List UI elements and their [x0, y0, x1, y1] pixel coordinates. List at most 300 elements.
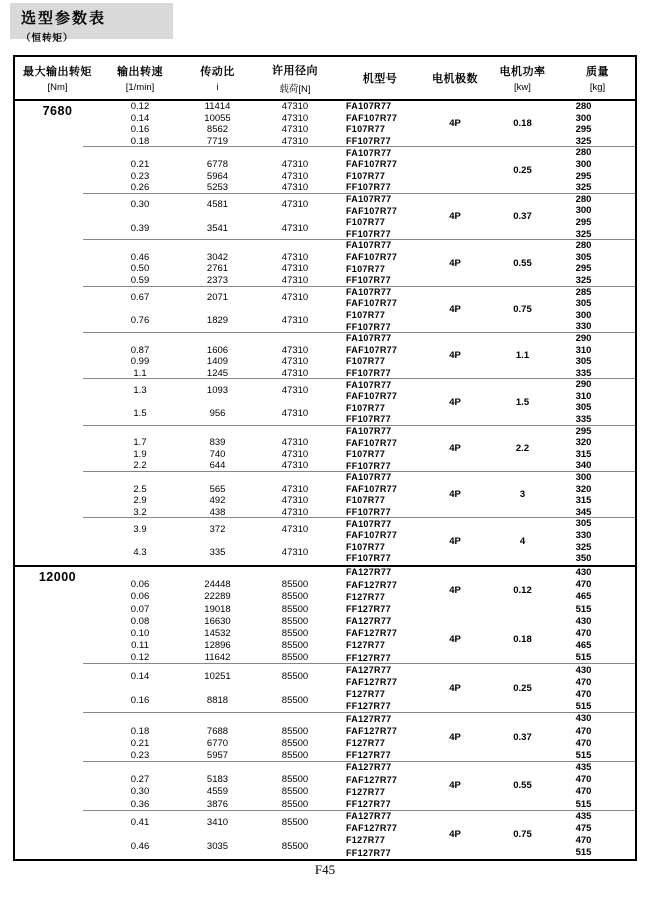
model-cell: FAF107R77 — [346, 391, 398, 402]
speed-cell: 0.16 — [130, 124, 150, 136]
model-cell: FAF127R77 — [346, 579, 398, 590]
power-cell: 0.18 — [513, 118, 532, 130]
header-label: 许用径向 — [272, 64, 318, 77]
weight-cell: 430 — [575, 567, 592, 579]
speed-cell — [100, 373, 180, 385]
load-cell — [255, 333, 335, 345]
speed-cell — [100, 397, 180, 409]
weight-cell: 470 — [575, 628, 592, 640]
speed-cell: 0.59 — [130, 274, 150, 286]
ratio-cell: 2071 — [206, 292, 229, 304]
poles-cell: 4P — [449, 634, 461, 646]
model-cell: FA107R77 — [346, 472, 392, 483]
ratio-cell: 644 — [209, 460, 226, 472]
model-cell: FA127R77 — [346, 616, 392, 627]
ratio-cell — [180, 373, 255, 385]
load-cell: 47310 — [281, 483, 309, 495]
weight-cell: 285 — [575, 286, 592, 298]
power-group — [15, 567, 635, 616]
model-cell: F107R77 — [346, 495, 386, 506]
load-cell: 47310 — [281, 385, 309, 397]
speed-cell: 0.27 — [130, 774, 150, 786]
ratio-cell: 335 — [209, 547, 226, 559]
header-ratio — [180, 57, 255, 99]
speed-cell: 2.9 — [133, 495, 147, 507]
model-cell: FAF127R77 — [346, 823, 398, 834]
load-cell — [255, 472, 335, 484]
header-weight — [560, 57, 635, 99]
ratio-cell — [180, 426, 255, 438]
load-cell — [255, 658, 335, 670]
ratio-cell: 19018 — [204, 603, 231, 615]
ratio-cell: 3035 — [206, 841, 229, 853]
speed-cell — [100, 513, 180, 525]
ratio-cell: 5957 — [206, 749, 229, 761]
load-cell: 47310 — [281, 408, 309, 420]
speed-cell — [100, 147, 180, 159]
poles-cell: 4P — [449, 443, 461, 455]
model-cell: F127R77 — [346, 835, 386, 846]
speed-cell: 0.16 — [130, 695, 150, 707]
power-group — [15, 664, 635, 713]
model-cell: FAF107R77 — [346, 298, 398, 309]
ratio-cell: 11642 — [204, 652, 231, 664]
load-cell: 47310 — [281, 182, 309, 194]
load-cell: 47310 — [281, 367, 309, 379]
load-cell — [255, 536, 335, 548]
weight-cell: 515 — [575, 603, 592, 615]
ratio-cell — [180, 762, 255, 774]
speed-cell: 1.7 — [133, 437, 147, 449]
header-output-speed — [100, 57, 180, 99]
ratio-cell — [180, 683, 255, 695]
model-cell: F107R77 — [346, 263, 386, 274]
weight-cell: 325 — [575, 541, 592, 553]
weight-cell: 515 — [575, 652, 592, 664]
power-group — [15, 426, 635, 472]
weight-cell: 290 — [575, 332, 592, 344]
poles-cell: 4P — [449, 780, 461, 792]
speed-cell: 0.41 — [130, 816, 150, 828]
header-motor-power — [485, 57, 560, 99]
model-cell: FA107R77 — [346, 101, 392, 112]
model-cell: FAF107R77 — [346, 205, 398, 216]
weight-cell: 280 — [575, 193, 592, 205]
speed-cell: 3.9 — [133, 524, 147, 536]
speed-cell: 4.3 — [133, 547, 147, 559]
model-cell: FF127R77 — [346, 847, 391, 858]
speed-cell: 0.36 — [130, 798, 150, 810]
load-cell: 47310 — [281, 274, 309, 286]
power-group — [15, 240, 635, 286]
ratio-cell: 839 — [209, 437, 226, 449]
header-max-output-torque — [15, 57, 100, 99]
load-cell — [255, 147, 335, 159]
speed-cell — [100, 713, 180, 725]
power-group — [15, 287, 635, 333]
load-cell: 85500 — [281, 841, 309, 853]
ratio-cell: 2373 — [206, 274, 229, 286]
power-group — [15, 194, 635, 240]
speed-cell — [100, 188, 180, 200]
ratio-cell: 7719 — [206, 135, 229, 147]
power-group — [15, 472, 635, 518]
weight-cell: 335 — [575, 414, 592, 426]
load-cell: 85500 — [281, 640, 309, 652]
header-unit: [kg] — [589, 82, 606, 93]
header-label: 机型号 — [362, 73, 398, 85]
speed-cell: 0.23 — [130, 749, 150, 761]
load-cell: 85500 — [281, 695, 309, 707]
model-cell: F107R77 — [346, 170, 386, 181]
weight-cell: 320 — [575, 437, 592, 449]
load-cell: 85500 — [281, 737, 309, 749]
ratio-cell: 12896 — [204, 640, 231, 652]
header-label: 传动比 — [200, 66, 235, 78]
load-cell: 47310 — [281, 251, 309, 263]
ratio-cell: 16630 — [204, 615, 231, 627]
weight-cell: 290 — [575, 379, 592, 391]
weight-cell: 470 — [575, 725, 592, 737]
model-cell: F107R77 — [346, 449, 386, 460]
model-cell: FA127R77 — [346, 811, 392, 822]
load-cell: 47310 — [281, 547, 309, 559]
weight-cell: 315 — [575, 448, 592, 460]
header-label: 质量 — [586, 66, 609, 78]
speed-cell: 0.50 — [130, 263, 150, 275]
weight-cell: 330 — [575, 321, 592, 333]
speed-cell: 0.67 — [130, 292, 150, 304]
model-cell: FAF107R77 — [346, 483, 398, 494]
ratio-cell — [180, 472, 255, 484]
speed-cell — [100, 240, 180, 252]
ratio-cell: 24448 — [204, 579, 231, 591]
speed-cell: 2.2 — [133, 460, 147, 472]
load-cell — [255, 240, 335, 252]
model-cell: FAF107R77 — [346, 530, 398, 541]
model-cell: FA107R77 — [346, 194, 392, 205]
speed-cell — [100, 333, 180, 345]
weight-cell: 435 — [575, 810, 592, 822]
load-cell: 47310 — [281, 448, 309, 460]
model-cell: FF107R77 — [346, 136, 391, 147]
weight-cell: 435 — [575, 762, 592, 774]
model-cell: FF107R77 — [346, 182, 391, 193]
ratio-cell — [180, 829, 255, 841]
model-cell: FF107R77 — [346, 507, 391, 518]
load-cell — [255, 513, 335, 525]
load-cell — [255, 713, 335, 725]
weight-cell: 515 — [575, 749, 592, 761]
speed-cell: 1.3 — [133, 385, 147, 397]
load-cell: 85500 — [281, 774, 309, 786]
ratio-cell: 740 — [209, 448, 226, 460]
load-cell: 85500 — [281, 725, 309, 737]
header-unit: [kw] — [514, 82, 531, 93]
ratio-cell: 8818 — [206, 695, 229, 707]
ratio-cell — [180, 211, 255, 223]
ratio-cell: 565 — [209, 483, 226, 495]
torque-section — [15, 101, 635, 565]
load-cell: 85500 — [281, 628, 309, 640]
load-cell: 47310 — [281, 199, 309, 211]
weight-cell: 475 — [575, 823, 592, 835]
power-cell: 0.25 — [513, 164, 532, 176]
speed-cell — [100, 536, 180, 548]
speed-cell: 0.99 — [130, 356, 150, 368]
speed-cell: 0.14 — [130, 670, 150, 682]
load-cell: 47310 — [281, 124, 309, 136]
speed-cell — [100, 426, 180, 438]
ratio-cell: 4559 — [206, 786, 229, 798]
ratio-cell: 10055 — [204, 112, 231, 124]
load-cell: 85500 — [281, 603, 309, 615]
ratio-cell: 22289 — [204, 591, 231, 603]
speed-cell: 0.21 — [130, 737, 150, 749]
header-unit: 载荷[N] — [279, 83, 311, 95]
model-cell: FAF107R77 — [346, 252, 398, 263]
speed-cell: 0.06 — [130, 579, 150, 591]
speed-cell: 0.26 — [130, 182, 150, 194]
weight-cell: 295 — [575, 425, 592, 437]
speed-cell: 0.39 — [130, 222, 150, 234]
model-cell: FF107R77 — [346, 414, 391, 425]
speed-cell — [100, 683, 180, 695]
load-cell — [255, 304, 335, 316]
model-cell: FF107R77 — [346, 228, 391, 239]
weight-cell: 350 — [575, 553, 592, 565]
load-cell — [255, 397, 335, 409]
header-unit: i — [216, 82, 219, 93]
ratio-cell — [180, 240, 255, 252]
speed-cell: 1.1 — [133, 367, 147, 379]
ratio-cell: 3876 — [206, 798, 229, 810]
weight-cell: 515 — [575, 847, 592, 859]
load-cell: 47310 — [281, 460, 309, 472]
model-cell: FAF107R77 — [346, 112, 398, 123]
ratio-cell: 4581 — [206, 199, 229, 211]
weight-cell: 465 — [575, 591, 592, 603]
power-group — [15, 101, 635, 147]
ratio-cell: 6778 — [206, 159, 229, 171]
model-cell: FF107R77 — [346, 367, 391, 378]
ratio-cell: 1829 — [206, 315, 229, 327]
speed-cell: 0.14 — [130, 112, 150, 124]
ratio-cell: 492 — [209, 495, 226, 507]
poles-cell: 4P — [449, 350, 461, 362]
ratio-cell — [180, 567, 255, 579]
load-cell — [255, 762, 335, 774]
weight-cell: 325 — [575, 182, 592, 194]
poles-cell: 4P — [449, 118, 461, 130]
speed-cell: 0.10 — [130, 628, 150, 640]
header-label: 电机极数 — [432, 73, 478, 85]
speed-cell — [100, 658, 180, 670]
weight-cell: 345 — [575, 506, 592, 518]
load-cell: 47310 — [281, 356, 309, 368]
ratio-cell — [180, 188, 255, 200]
speed-cell: 0.18 — [130, 135, 150, 147]
load-cell: 47310 — [281, 495, 309, 507]
weight-cell: 465 — [575, 640, 592, 652]
weight-cell: 310 — [575, 344, 592, 356]
weight-cell: 305 — [575, 518, 592, 530]
weight-cell: 470 — [575, 688, 592, 700]
weight-cell: 470 — [575, 835, 592, 847]
ratio-cell: 438 — [209, 506, 226, 518]
weight-cell: 340 — [575, 460, 592, 472]
speed-cell: 0.23 — [130, 170, 150, 182]
weight-cell: 515 — [575, 798, 592, 810]
model-cell: F127R77 — [346, 689, 386, 700]
ratio-cell: 1606 — [206, 344, 229, 356]
power-cell: 0.75 — [513, 829, 532, 841]
weight-cell: 470 — [575, 676, 592, 688]
speed-cell — [100, 472, 180, 484]
model-cell: FA127R77 — [346, 664, 392, 675]
weight-cell: 470 — [575, 774, 592, 786]
load-cell: 47310 — [281, 112, 309, 124]
torque-section — [15, 565, 635, 860]
power-group — [15, 811, 635, 860]
speed-cell: 0.08 — [130, 615, 150, 627]
poles-cell: 4P — [449, 585, 461, 597]
speed-cell: 1.5 — [133, 408, 147, 420]
header-motor-poles — [425, 57, 485, 99]
weight-cell: 430 — [575, 615, 592, 627]
model-cell: F127R77 — [346, 786, 386, 797]
load-cell: 47310 — [281, 524, 309, 536]
model-cell: FA107R77 — [346, 333, 392, 344]
model-cell: F127R77 — [346, 737, 386, 748]
model-cell: FAF107R77 — [346, 437, 398, 448]
load-cell: 85500 — [281, 579, 309, 591]
load-cell — [255, 281, 335, 293]
model-cell: FAF107R77 — [346, 159, 398, 170]
load-cell — [255, 188, 335, 200]
power-cell: 0.37 — [513, 731, 532, 743]
weight-cell: 325 — [575, 274, 592, 286]
model-cell: FF127R77 — [346, 652, 391, 663]
ratio-cell: 2761 — [206, 263, 229, 275]
page-title: 选型参数表 — [21, 10, 107, 27]
weight-cell: 305 — [575, 402, 592, 414]
power-cell: 1.5 — [515, 396, 530, 408]
power-cell: 0.25 — [513, 682, 532, 694]
ratio-cell: 3541 — [206, 222, 229, 234]
load-cell: 47310 — [281, 222, 309, 234]
speed-cell — [100, 304, 180, 316]
model-cell: F127R77 — [346, 640, 386, 651]
model-cell: FAF127R77 — [346, 725, 398, 736]
model-cell: FF127R77 — [346, 798, 391, 809]
weight-cell: 300 — [575, 205, 592, 217]
ratio-cell: 14532 — [204, 628, 231, 640]
speed-cell: 0.46 — [130, 841, 150, 853]
load-cell: 47310 — [281, 170, 309, 182]
torque-value: 7680 — [42, 104, 73, 118]
speed-cell — [100, 281, 180, 293]
power-cell: 0.18 — [513, 634, 532, 646]
model-cell: FAF107R77 — [346, 344, 398, 355]
power-group — [15, 616, 635, 665]
model-cell: FA107R77 — [346, 286, 392, 297]
power-cell: 4 — [519, 535, 526, 547]
weight-cell: 280 — [575, 147, 592, 159]
load-cell: 85500 — [281, 786, 309, 798]
weight-cell: 305 — [575, 356, 592, 368]
speed-cell: 0.46 — [130, 251, 150, 263]
weight-cell: 295 — [575, 263, 592, 275]
weight-cell: 315 — [575, 495, 592, 507]
poles-cell: 4P — [449, 257, 461, 269]
weight-cell: 280 — [575, 240, 592, 252]
ratio-cell: 372 — [209, 524, 226, 536]
power-group — [15, 762, 635, 811]
power-cell: 0.55 — [513, 257, 532, 269]
weight-cell: 305 — [575, 298, 592, 310]
ratio-cell: 10251 — [204, 670, 231, 682]
model-cell: FA127R77 — [346, 567, 392, 578]
load-cell: 47310 — [281, 344, 309, 356]
header-unit: [Nm] — [47, 82, 68, 93]
load-cell: 85500 — [281, 816, 309, 828]
ratio-cell: 1409 — [206, 356, 229, 368]
model-cell: FA107R77 — [346, 379, 392, 390]
load-cell: 47310 — [281, 159, 309, 171]
header-label: 电机功率 — [499, 66, 546, 78]
ratio-cell — [180, 513, 255, 525]
load-cell: 85500 — [281, 670, 309, 682]
ratio-cell — [180, 147, 255, 159]
model-cell: FF127R77 — [346, 603, 391, 614]
load-cell: 47310 — [281, 506, 309, 518]
weight-cell: 470 — [575, 737, 592, 749]
ratio-cell: 11414 — [204, 101, 231, 113]
speed-cell: 3.2 — [133, 506, 147, 518]
page-number: F45 — [314, 862, 336, 877]
power-group — [15, 713, 635, 762]
speed-cell: 0.18 — [130, 725, 150, 737]
model-cell: FF107R77 — [346, 460, 391, 471]
speed-cell: 2.5 — [133, 483, 147, 495]
load-cell: 85500 — [281, 615, 309, 627]
power-cell: 0.75 — [513, 303, 532, 315]
model-cell: FF107R77 — [346, 275, 391, 286]
speed-cell: 0.76 — [130, 315, 150, 327]
power-cell: 2.2 — [515, 443, 530, 455]
model-cell: FA107R77 — [346, 240, 392, 251]
weight-cell: 295 — [575, 124, 592, 136]
model-cell: FF127R77 — [346, 750, 391, 761]
speed-cell — [100, 211, 180, 223]
model-cell: FA127R77 — [346, 713, 392, 724]
load-cell: 47310 — [281, 101, 309, 113]
ratio-cell — [180, 536, 255, 548]
speed-cell — [100, 567, 180, 579]
speed-cell — [100, 829, 180, 841]
speed-cell: 0.11 — [131, 640, 149, 652]
model-cell: FA107R77 — [346, 518, 392, 529]
weight-cell: 325 — [575, 135, 592, 147]
torque-value: 12000 — [38, 569, 77, 584]
ratio-cell: 5964 — [206, 170, 229, 182]
ratio-cell: 6770 — [206, 737, 229, 749]
speed-cell: 0.30 — [130, 199, 150, 211]
weight-cell: 300 — [575, 112, 592, 124]
model-cell: F107R77 — [346, 356, 386, 367]
weight-cell: 305 — [575, 251, 592, 263]
